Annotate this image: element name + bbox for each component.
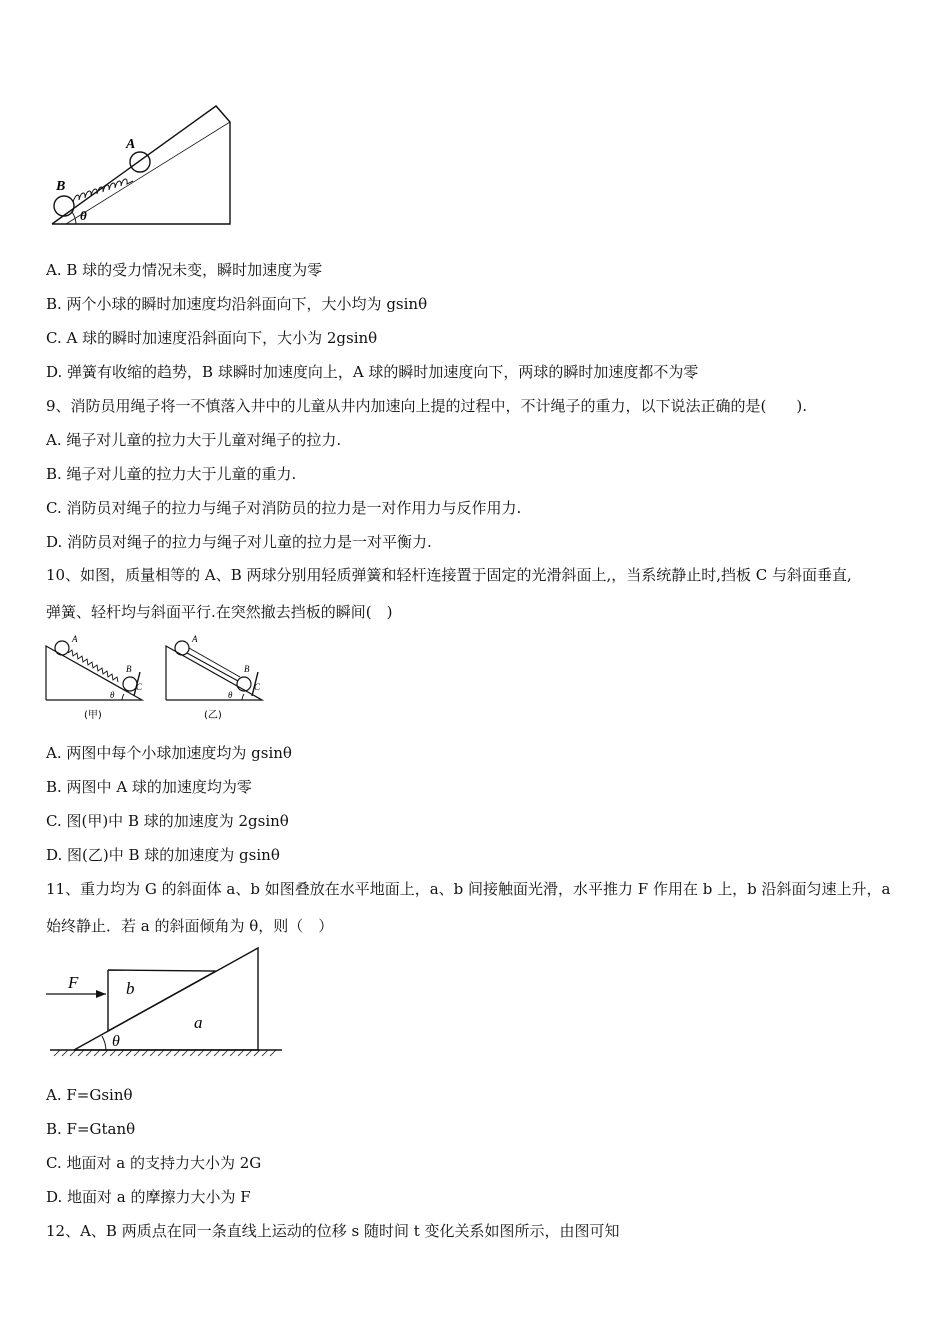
q9-option-c: C. 消防员对绳子的拉力与绳子对消防员的拉力是一对作用力与反作用力. xyxy=(46,499,522,517)
figure-incline-spring xyxy=(46,100,246,230)
q9-option-a: A. 绳子对儿童的拉力大于儿童对绳子的拉力. xyxy=(46,431,342,449)
q11-option-a: A. F=Gsinθ xyxy=(46,1086,133,1104)
q10-option-a: A. 两图中每个小球加速度均为 gsinθ xyxy=(46,744,292,762)
svg-text:C: C xyxy=(254,682,261,692)
q11-option-d: D. 地面对 a 的摩擦力大小为 F xyxy=(46,1188,251,1206)
q12-stem: 12、A、B 两质点在同一条直线上运动的位移 s 随时间 t 变化关系如图所示，由图可知 xyxy=(46,1222,620,1240)
caption-yi: (乙) xyxy=(204,710,222,721)
q10-stem-line2: 弹簧、轻杆均与斜面平行.在突然撤去挡板的瞬间( ) xyxy=(46,603,393,621)
label-f: F xyxy=(68,973,79,992)
svg-text:B: B xyxy=(244,664,250,674)
label-a: A xyxy=(126,137,136,152)
q9-option-b: B. 绳子对儿童的拉力大于儿童的重力. xyxy=(46,465,297,483)
label-theta: θ xyxy=(112,1033,120,1050)
q11-stem-line2: 始终静止．若 a 的斜面倾角为 θ，则（ ） xyxy=(46,917,334,935)
caption-jia: (甲) xyxy=(84,710,102,721)
figure-q10 xyxy=(44,632,284,724)
q10-stem-line1: 10、如图，质量相等的 A、B 两球分别用轻质弹簧和轻杆连接置于固定的光滑斜面上,，当系统静止时,挡板 C 与斜面垂直, xyxy=(46,566,852,584)
svg-text:A: A xyxy=(192,634,198,644)
q10-option-d: D. 图(乙)中 B 球的加速度为 gsinθ xyxy=(46,846,280,864)
q11-option-c: C. 地面对 a 的支持力大小为 2G xyxy=(46,1154,262,1172)
svg-text:θ: θ xyxy=(228,690,233,700)
ball-a xyxy=(130,152,150,172)
q8-option-b: B. 两个小球的瞬时加速度均沿斜面向下，大小均为 gsinθ xyxy=(46,295,428,313)
q9-option-d: D. 消防员对绳子的拉力与绳子对儿童的拉力是一对平衡力. xyxy=(46,533,432,551)
label-a: a xyxy=(194,1013,203,1032)
figure-q11 xyxy=(44,944,288,1062)
q10-option-b: B. 两图中 A 球的加速度均为零 xyxy=(46,778,252,796)
q8-option-c: C. A 球的瞬时加速度沿斜面向下，大小为 2gsinθ xyxy=(46,329,378,347)
svg-text:C: C xyxy=(136,682,143,692)
q10-option-c: C. 图(甲)中 B 球的加速度为 2gsinθ xyxy=(46,812,289,830)
label-b: B xyxy=(56,179,66,194)
spring xyxy=(73,179,133,202)
q8-option-d: D. 弹簧有收缩的趋势，B 球瞬时加速度向上，A 球的瞬时加速度向下，两球的瞬时加速度都不为零 xyxy=(46,363,699,381)
q9-stem: 9、消防员用绳子将一不慎落入井中的儿童从井内加速向上提的过程中，不计绳子的重力，以下说法正确的是( ). xyxy=(46,397,808,415)
ball-b xyxy=(54,196,74,216)
svg-text:A: A xyxy=(72,634,78,644)
svg-text:θ: θ xyxy=(110,690,115,700)
label-theta: θ xyxy=(80,208,87,223)
q11-option-b: B. F=Gtanθ xyxy=(46,1120,136,1138)
q11-stem-line1: 11、重力均为 G 的斜面体 a、b 如图叠放在水平地面上，a、b 间接触面光滑，水平推力 F 作用在 b 上，b 沿斜面匀速上升，a xyxy=(46,880,891,898)
svg-text:B: B xyxy=(126,664,132,674)
label-b: b xyxy=(126,979,135,998)
q8-option-a: A. B 球的受力情况未变，瞬时加速度为零 xyxy=(46,261,323,279)
